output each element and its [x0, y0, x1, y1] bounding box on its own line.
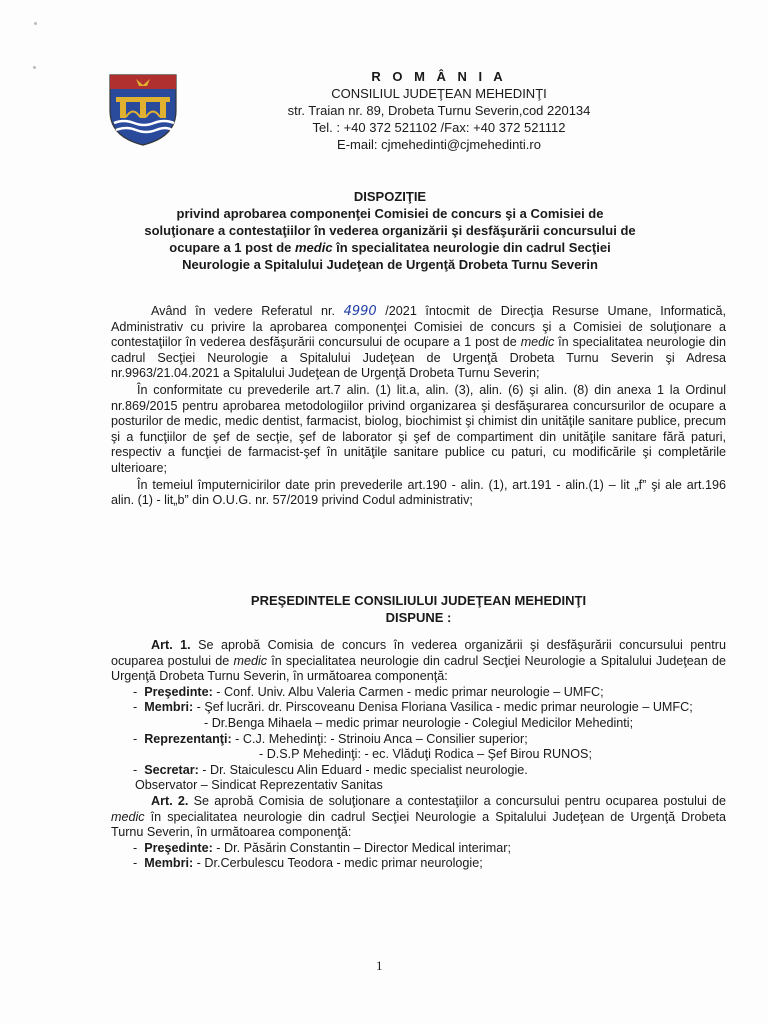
preamble-paragraph-2: În conformitate cu prevederile art.7 alin. (1) lit.a, alin. (3), alin. (6) şi alin. (8) din anexa 1 la Ordinul nr.869/2015 pentru aprobarea metodologiilor privind organizarea şi desfăşurarea concursurilor de ocupare a posturilor de medic, medic dentist, farmacist, biolog, biochimist şi chimist din unităţile sanitare publice, precum şi a funcţiilor de şef de secţie, şef de laborator şi şef de compartiment din unităţile sanitare fără paturi, respectiv a funcţiei de farmacist-şef în unităţile sanitare publice cu paturi, cu modificările şi completările ulterioare; — [111, 382, 726, 475]
dispune-heading — [111, 592, 726, 626]
title-heading: DISPOZIŢIE — [353, 189, 427, 204]
role-text: - Şef lucrări. dr. Pirscoveanu Denisa Floriana Vasilica - medic primar neurologie – UMFC; — [193, 700, 693, 715]
preamble — [111, 304, 726, 509]
address: str. Traian nr. 89, Drobeta Turnu Severin,cod 220134 — [287, 103, 591, 118]
article-label: Art. 2. — [151, 793, 189, 808]
role-text: - Dr.Cerbulescu Teodora - medic primar neurologie; — [193, 856, 483, 871]
page-number: 1 — [376, 958, 383, 973]
paragraph-text: Având în vedere Referatul nr. — [151, 304, 344, 318]
bullet: - — [133, 700, 138, 715]
letterhead — [250, 68, 628, 153]
email: E-mail: cjmehedinti@cjmehedinti.ro — [337, 137, 541, 152]
article-1-intro — [111, 638, 726, 685]
role-text: - Dr. Păsărin Constantin – Director Medical interimar; — [212, 840, 511, 855]
article-text: Se aprobă Comisia de concurs în vederea organizării şi desfăşurării concursului pentru ocuparea postului de — [111, 638, 726, 668]
title-text: în specialitatea neurologie din cadrul Secţiei — [332, 240, 611, 255]
document-title — [60, 188, 720, 273]
country-name: R O M Â N I A — [371, 69, 507, 84]
list-item-presedinte — [111, 685, 726, 701]
bullet: - — [133, 856, 138, 871]
handwritten-number: 4990 — [343, 304, 377, 319]
preamble-paragraph-1 — [111, 304, 726, 382]
scan-speck — [33, 66, 36, 69]
preamble-paragraph-3: În temeiul împuternicirilor date prin prevederile art.190 - alin. (1), art.191 - alin.(1) – lit „f” şi ale art.196 alin. (1) - lit„b” din O.U.G. nr. 57/2019 privind Codul administrativ; — [111, 477, 726, 508]
role-text: - Conf. Univ. Albu Valeria Carmen - medic primar neurologie – UMFC; — [212, 684, 604, 699]
bullet: - — [133, 762, 138, 777]
list-item-membri-2: - Dr.Benga Mihaela – medic primar neurologie - Colegiul Medicilor Mehedinti; — [204, 715, 634, 730]
paragraph-text: /2021 întocmit de Direcţia Resurse Umane, Informatică, Administrativ cu privire la aprobarea componenţei Comisiei de concurs şi a Comisiei de soluţionare a contestaţiilor în vederea desfăşurării concursului de ocupare a 1 post de — [111, 304, 727, 350]
title-line: soluţionare a contestaţiilor în vederea organizării şi desfăşurării concursului de — [144, 223, 636, 238]
role-label: Membri: — [144, 856, 194, 871]
list-item-membri — [111, 700, 726, 716]
title-text-italic: medic — [294, 240, 333, 255]
list-item-secretar — [111, 763, 726, 779]
paragraph-text: în specialitatea neurologie din cadrul Secţiei Neurologie a Spitalului Judeţean de Urgenţă Drobeta Turnu Severin şi Adresa nr.9963/21.04.2021 a Spitalului Judeţean de Urgenţă Drobeta Turnu Severin; — [111, 335, 726, 381]
county-coat-of-arms-icon — [106, 73, 180, 147]
role-label: Preşedinte: — [144, 684, 213, 699]
title-line — [60, 239, 720, 256]
title-line: privind aprobarea componenţei Comisiei de concurs şi a Comisiei de — [176, 206, 604, 221]
article-text-italic: medic — [233, 653, 268, 668]
title-line: Neurologie a Spitalului Judeţean de Urgenţă Drobeta Turnu Severin — [182, 257, 598, 272]
article-text-italic: medic — [111, 809, 145, 824]
phone-fax: Tel. : +40 372 521102 /Fax: +40 372 521112 — [312, 120, 566, 135]
article-label: Art. 1. — [151, 638, 191, 652]
role-label: Reprezentanţi: — [144, 731, 232, 746]
list-item-reprezentanti-2: - D.S.P Mehedinţi: - ec. Vlăduţi Rodica – Şef Birou RUNOS; — [259, 747, 592, 762]
paragraph-text-italic: medic — [520, 335, 555, 350]
scan-speck — [34, 22, 37, 25]
role-text: - Dr. Staiculescu Alin Eduard - medic specialist neurologie. — [198, 762, 528, 777]
title-text: ocupare a 1 post de — [169, 240, 295, 255]
bullet: - — [133, 840, 138, 855]
list-item-membri-art2 — [111, 856, 726, 872]
dispune-line-1: PREŞEDINTELE CONSILIULUI JUDEŢEAN MEHEDINŢI — [250, 593, 587, 608]
role-label: Preşedinte: — [144, 840, 213, 855]
dispune-line-2: DISPUNE : — [385, 610, 452, 625]
role-label: Membri: — [144, 700, 194, 715]
list-item-reprezentanti — [111, 732, 726, 748]
observator-line: Observator – Sindicat Reprezentativ Sanitas — [135, 778, 383, 793]
council-name: CONSILIUL JUDEŢEAN MEHEDINŢI — [331, 86, 547, 101]
article-text: Se aprobă Comisia de soluţionare a contestaţiilor a concursului pentru ocuparea postului de — [188, 793, 726, 808]
article-2-intro — [111, 794, 726, 841]
role-text: - C.J. Mehedinţi: - Strinoiu Anca – Consilier superior; — [231, 731, 528, 746]
bullet: - — [133, 731, 138, 746]
role-label: Secretar: — [144, 762, 199, 777]
list-item-presedinte-art2 — [111, 841, 726, 857]
bullet: - — [133, 684, 138, 699]
article-text: în specialitatea neurologie din cadrul Secţiei Neurologie a Spitalului Judeţean de Urgenţă Drobeta Turnu Severin, în următoarea componenţă: — [111, 809, 726, 840]
article-text: în specialitatea neurologie din cadrul Secţiei Neurologie a Spitalului Judeţean de Urgenţă Drobeta Turnu Severin, în următoarea componenţă: — [111, 653, 726, 684]
article-1 — [111, 638, 726, 872]
